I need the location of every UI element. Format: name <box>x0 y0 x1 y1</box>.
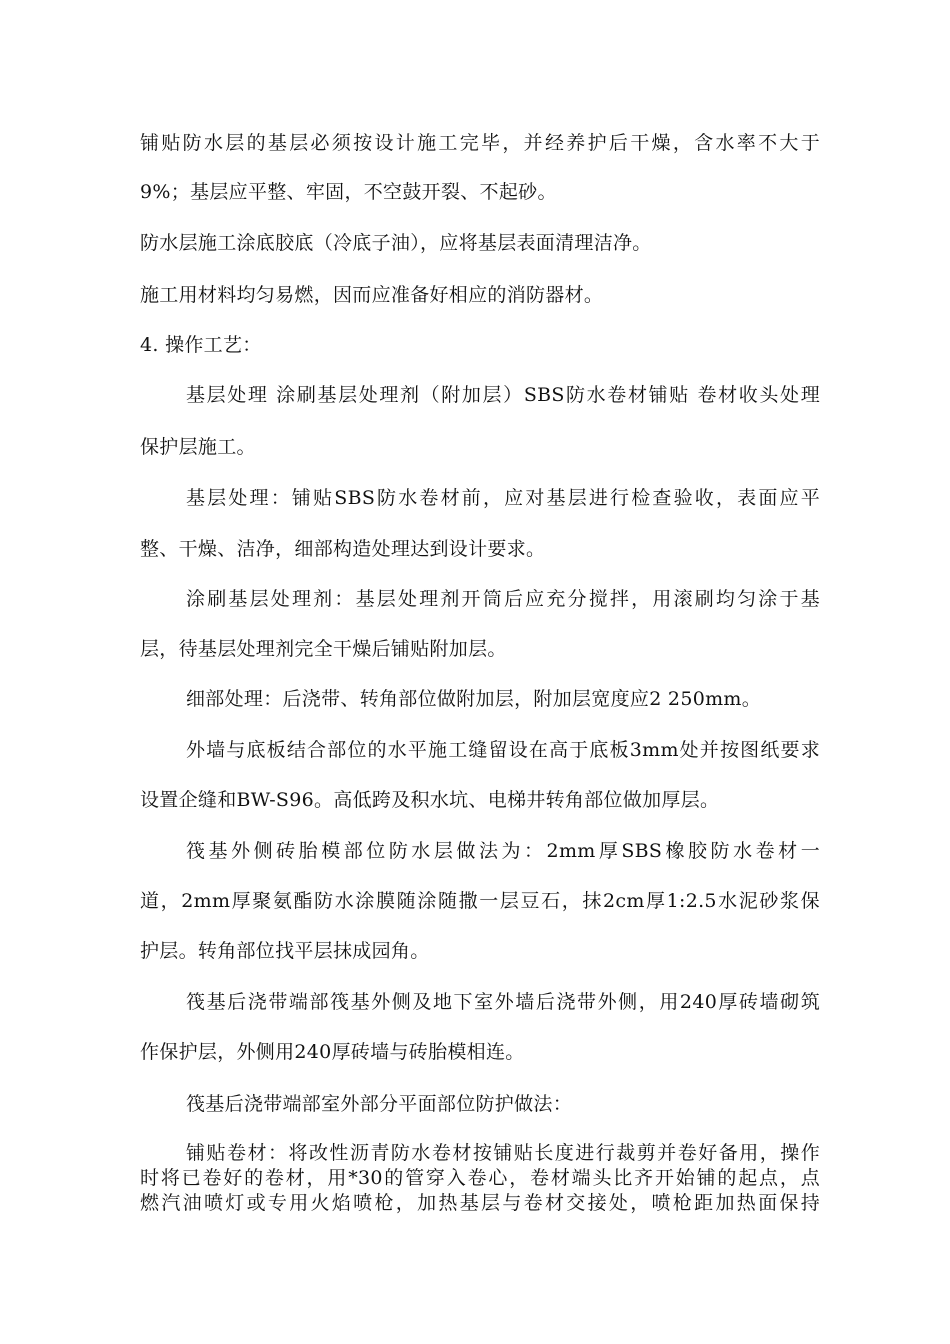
text-line: 筏基后浇带端部室外部分平面部位防护做法： <box>186 1093 573 1115</box>
text-line: 保护层施工。 <box>140 436 256 458</box>
text-line: 铺贴卷材：将改性沥青防水卷材按铺贴长度进行裁剪并卷好备用，操作 <box>186 1142 820 1164</box>
text-line: 外墙与底板结合部位的水平施工缝留设在高于底板3mm处并按图纸要求 <box>186 739 820 761</box>
text-line: 道，2mm厚聚氨酯防水涂膜随涂随撒一层豆石，抹2cm厚1:2.5水泥砂浆保 <box>140 890 820 912</box>
text-line: 作保护层，外侧用240厚砖墙与砖胎模相连。 <box>140 1041 525 1063</box>
text-line: 铺贴防水层的基层必须按设计施工完毕，并经养护后干燥，含水率不大于 <box>140 132 820 154</box>
text-line: 燃汽油喷灯或专用火焰喷枪，加热基层与卷材交接处，喷枪距加热面保持 <box>140 1192 820 1214</box>
section-heading: 4. 操作工艺： <box>140 334 262 356</box>
text-line: 细部处理：后浇带、转角部位做附加层，附加层宽度应2 250mm。 <box>186 688 762 710</box>
text-line: 施工用材料均匀易燃，因而应准备好相应的消防器材。 <box>140 284 604 306</box>
text-line: 时将已卷好的卷材，用*30的管穿入卷心，卷材端头比齐开始铺的起点，点 <box>140 1167 820 1189</box>
text-line: 层，待基层处理剂完全干燥后铺贴附加层。 <box>140 638 507 660</box>
text-line: 基层处理 涂刷基层处理剂（附加层）SBS防水卷材铺贴 卷材收头处理 <box>186 384 820 406</box>
text-line: 9%；基层应平整、牢固，不空鼓开裂、不起砂。 <box>140 181 557 203</box>
text-line: 设置企缝和BW-S96。高低跨及积水坑、电梯井转角部位做加厚层。 <box>140 789 720 811</box>
text-line: 防水层施工涂底胶底（冷底子油），应将基层表面清理洁净。 <box>140 232 652 254</box>
text-line: 筏基外侧砖胎模部位防水层做法为：2mm厚SBS橡胶防水卷材一 <box>186 840 820 862</box>
text-line: 基层处理：铺贴SBS防水卷材前，应对基层进行检查验收，表面应平 <box>186 487 820 509</box>
text-line: 涂刷基层处理剂：基层处理剂开筒后应充分搅拌，用滚刷均匀涂于基 <box>186 588 820 610</box>
text-line: 护层。转角部位找平层抹成园角。 <box>140 940 430 962</box>
text-line: 筏基后浇带端部筏基外侧及地下室外墙后浇带外侧，用240厚砖墙砌筑 <box>186 991 820 1013</box>
text-line: 整、干燥、洁净，细部构造处理达到设计要求。 <box>140 538 546 560</box>
